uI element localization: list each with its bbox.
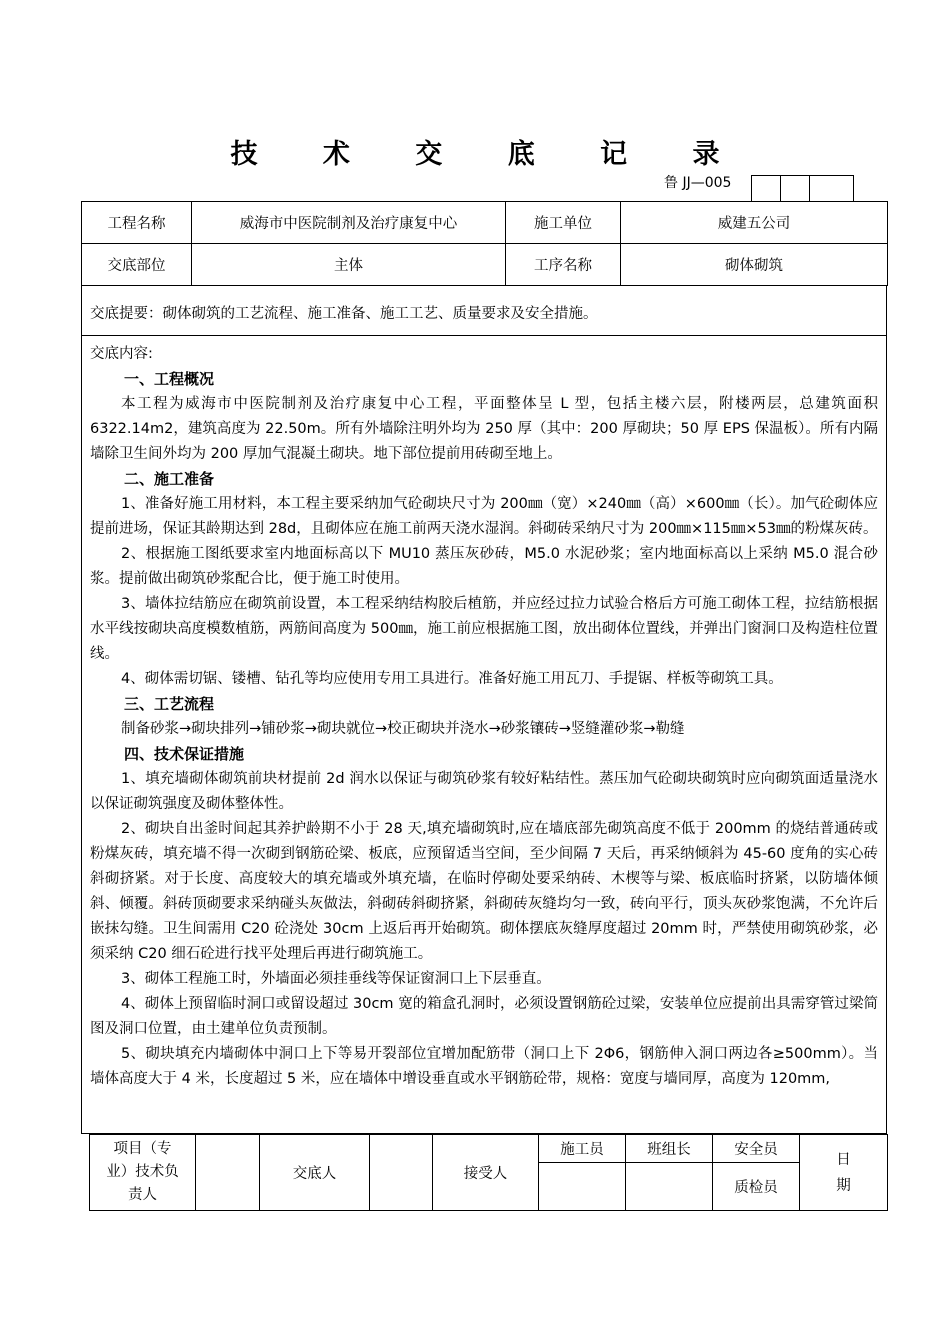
- paragraph: 2、砌块自出釜时间起其养护龄期不小于 28 天,填充墙砌筑时,应在墙底部先砌筑高度不低于 200mm 的烧结普通砖或粉煤灰砖，填充墙不得一次砌到钢筋砼梁、板底，应预留适当空间，至少间隔 7 天后，再采纳倾斜为 45-60 度角的实心砖斜砌挤紧。对于长度、高度较大的填充墙或外填充墙，在临时停砌处要采纳砖、木楔等与梁、板底临时挤紧，以防墙体倾斜、倾覆。斜砖顶砌要求采纳碰头灰做法，斜砌砖斜砌挤紧，斜砌砖灰缝均匀一致，砖向平行，顶头灰砂浆饱满，不允许后嵌抹勾缝。卫生间需用 C20 砼浇处 30cm 上返后再开始砌筑。砌体摆底灰缝厚度超过 20mm 时，严禁使用砌筑砂浆，必须采纳 C20 细石砼进行找平处理后再进行砌筑施工。: [90, 821, 878, 962]
- section-heading: 二、施工准备: [124, 470, 215, 488]
- signature-table: [89, 1134, 888, 1211]
- project-name-value: 威海市中医院制剂及治疗康复中心: [192, 202, 506, 244]
- code-box: [781, 176, 810, 202]
- paragraph: 4、砌体上预留临时洞口或留设超过 30cm 宽的箱盒孔洞时，必须设置钢筋砼过梁，安装单位应提前出具需穿管过梁简图及洞口位置，由土建单位负责预制。: [90, 996, 878, 1037]
- form-code-boxes: [751, 175, 854, 202]
- contractor-label: 施工单位: [506, 202, 621, 244]
- content-section: [81, 336, 887, 1134]
- date-label: [800, 1135, 888, 1211]
- tech-lead-signature-cell: [196, 1135, 260, 1211]
- tech-lead-label-line: 业）技术负: [106, 1164, 179, 1180]
- tech-lead-label: [90, 1135, 196, 1211]
- paragraph: 1、填充墙砌体砌筑前块材提前 2d 润水以保证与砌筑砂浆有较好粘结性。蒸压加气砼砌块砌筑时应向砌筑面适量浇水以保证砌筑强度及砌体整体性。: [90, 771, 878, 812]
- date-label-line: 期: [836, 1177, 851, 1194]
- receiver-label: 接受人: [433, 1135, 539, 1211]
- project-name-label: 工程名称: [82, 202, 192, 244]
- header-table: [81, 201, 888, 286]
- safety-officer-label: 安全员: [713, 1135, 800, 1163]
- content-label: 交底内容:: [90, 346, 153, 362]
- discloser-label: 交底人: [260, 1135, 370, 1211]
- code-box: [752, 176, 781, 202]
- process-value: 砌体砌筑: [621, 244, 888, 286]
- form-code: 鲁 JJ—005: [664, 175, 732, 191]
- paragraph: 制备砂浆→砌块排列→铺砂浆→砌块就位→校正砌块并浇水→砂浆镶砖→竖缝灌砂浆→勒缝: [121, 721, 685, 737]
- date-label-line: 日: [836, 1151, 851, 1168]
- paragraph: 5、砌块填充内墙砌体中洞口上下等易开裂部位宜增加配筋带（洞口上下 2Φ6，钢筋伸入洞口两边各≥500mm）。当墙体高度大于 4 米，长度超过 5 米，应在墙体中增设垂直或水平钢筋砼带，规格：宽度与墙同厚，高度为 120mm,: [90, 1046, 878, 1087]
- paragraph: 2、根据施工图纸要求室内地面标高以下 MU10 蒸压灰砂砖，M5.0 水泥砂浆；室内地面标高以上采纳 M5.0 混合砂浆。提前做出砌筑砂浆配合比，便于施工时使用。: [90, 546, 878, 587]
- code-box: [810, 176, 853, 202]
- tech-lead-label-line: 项目（专: [113, 1141, 172, 1157]
- part-label: 交底部位: [82, 244, 192, 286]
- section-heading: 三、工艺流程: [124, 695, 215, 713]
- worker-signature-cell: [539, 1163, 626, 1211]
- summary-section: [81, 286, 887, 336]
- paragraph: 4、砌体需切锯、镂槽、钻孔等均应使用专用工具进行。准备好施工用瓦刀、手提锯、样板等砌筑工具。: [121, 671, 783, 687]
- discloser-signature-cell: [370, 1135, 433, 1211]
- team-leader-label: 班组长: [626, 1135, 713, 1163]
- quality-inspector-label: 质检员: [713, 1163, 800, 1211]
- summary-text: 交底提要：砌体砌筑的工艺流程、施工准备、施工工艺、质量要求及安全措施。: [90, 306, 598, 322]
- paragraph: 3、砌体工程施工时，外墙面必须挂垂线等保证窗洞口上下层垂直。: [121, 971, 551, 987]
- worker-label: 施工员: [539, 1135, 626, 1163]
- paragraph: 本工程为威海市中医院制剂及治疗康复中心工程，平面整体呈 L 型，包括主楼六层，附楼两层，总建筑面积 6322.14m2，建筑高度为 22.50m。所有外墙除注明外均为 250 厚（其中：200 厚砌块；50 厚 EPS 保温板）。所有内隔墙除卫生间外均为 200 厚加气混凝土砌块。地下部位提前用砖砌至地上。: [90, 396, 878, 462]
- paragraph: 3、墙体拉结筋应在砌筑前设置，本工程采纳结构胶后植筋，并应经过拉力试验合格后方可施工砌体工程，拉结筋根据水平线按砌块高度模数植筋，两筋间高度为 500㎜，施工前应根据施工图，放出砌体位置线，并弹出门窗洞口及构造柱位置线。: [90, 596, 878, 662]
- contractor-value: 威建五公司: [621, 202, 888, 244]
- process-label: 工序名称: [506, 244, 621, 286]
- document-title: 技 术 交 底 记 录: [230, 139, 748, 170]
- tech-lead-label-line: 责人: [128, 1187, 157, 1203]
- paragraph: 1、准备好施工用材料，本工程主要采纳加气砼砌块尺寸为 200㎜（宽）×240㎜（高）×600㎜（长）。加气砼砌体应提前进场，保证其龄期达到 28d，且砌体应在施工前两天浇水湿润。斜砌砖采纳尺寸为 200㎜×115㎜×53㎜的粉煤灰砖。: [90, 496, 878, 537]
- section-heading: 一、工程概况: [124, 370, 215, 388]
- section-heading: 四、技术保证措施: [124, 745, 245, 763]
- team-leader-signature-cell: [626, 1163, 713, 1211]
- part-value: 主体: [192, 244, 506, 286]
